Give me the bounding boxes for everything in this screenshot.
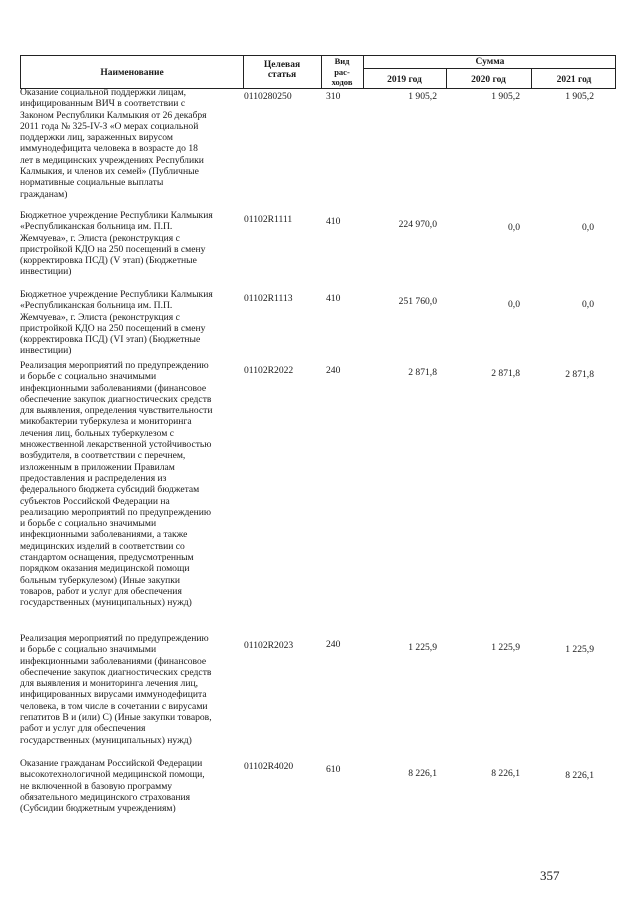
row-sum-2019: 2 871,8 bbox=[408, 367, 437, 378]
row-name: Оказание социальной поддержки лицам, инфицированным ВИЧ в соответствии с Законом Республики Калмыкия от 26 декабря 2011 года № 325-IV-З «О мерах социальной поддержки лиц, зараженных вирусом иммунодефицита человека в возрасте до 18 лет в медицинских учреждениях Республики Калмыкия, и членов их семей» (Публичные нормативные социальные выплаты гражданам) bbox=[20, 87, 207, 200]
row-sum-2021: 1 905,2 bbox=[565, 91, 594, 102]
row-target-code: 01102R1113 bbox=[244, 293, 293, 304]
header-2021: 2021 год bbox=[556, 75, 592, 85]
row-name: Бюджетное учреждение Республики Калмыкия «Республиканская больница им. П.П. Жемчуева», г. Элиста (реконструкция с пристройкой КДО на 250 посещений в смену (корректировка ПСД) (VI этап) (Бюджетные инвестиции) bbox=[20, 289, 213, 357]
row-sum-2021: 8 226,1 bbox=[565, 770, 594, 781]
header-name: Наименование bbox=[100, 68, 164, 78]
header-divider bbox=[363, 68, 615, 69]
header-vid: Вид рас- ходов bbox=[331, 56, 353, 87]
row-target-code: 01102R2023 bbox=[244, 640, 294, 651]
row-sum-2020: 8 226,1 bbox=[491, 768, 520, 779]
row-sum-2021: 2 871,8 bbox=[565, 369, 594, 380]
row-expense-type: 240 bbox=[326, 365, 341, 376]
header-sum: Сумма bbox=[475, 57, 505, 67]
row-sum-2021: 0,0 bbox=[582, 299, 594, 310]
row-sum-2019: 224 970,0 bbox=[398, 219, 437, 230]
row-sum-2020: 0,0 bbox=[508, 222, 520, 233]
row-sum-2019: 8 226,1 bbox=[408, 768, 437, 779]
page-number: 357 bbox=[540, 868, 560, 883]
row-name: Реализация мероприятий по предупреждению и борьбе с социально значимыми инфекционными заболеваниями (финансовое обеспечение закупок диагностических средств для выявления и мониторинга лечения лиц, инфицированных вирусами иммунодефицита человека, в том числе в сочетании с вирусами гепатитов В и (или) С) (Иные закупки товаров, работ и услуг для обеспечения государственных (муниципальных) нужд) bbox=[20, 633, 212, 746]
row-target-code: 01102R2022 bbox=[244, 365, 294, 376]
row-sum-2021: 0,0 bbox=[582, 222, 594, 233]
row-sum-2021: 1 225,9 bbox=[565, 644, 594, 655]
header-target: Целевая статья bbox=[263, 60, 301, 80]
row-target-code: 0110280250 bbox=[244, 91, 292, 102]
row-target-code: 01102R4020 bbox=[244, 761, 294, 772]
row-sum-2020: 1 905,2 bbox=[491, 91, 520, 102]
header-2020: 2020 год bbox=[471, 75, 506, 85]
row-expense-type: 240 bbox=[326, 639, 341, 650]
row-expense-type: 410 bbox=[326, 293, 341, 304]
row-name: Реализация мероприятий по предупреждению и борьбе с социально значимыми инфекционными заболеваниями (финансовое обеспечение закупок диагностических средств для выявления, определения чувствительности микобактерии туберкулеза и мониторинга лечения лиц, больных туберкулезом с множественной лекарственной устойчивостью возбудителя, в соответствии с перечнем, изложенным в приложении Правилам предоставления и распределения из федерального бюджета субсидий бюджетам субъектов Российской Федерации на реализацию мероприятий по предупреждению и борьбе с социально значимыми инфекционными заболеваниями, а также медицинских изделий в соответствии со стандартом оснащения, предусмотренным порядком оказания медицинской помощи больным туберкулезом) (Иные закупки товаров, работ и услуг для обеспечения государственных (муниципальных) нужд) bbox=[20, 360, 213, 609]
row-sum-2020: 2 871,8 bbox=[491, 368, 520, 379]
row-target-code: 01102R1111 bbox=[244, 214, 293, 225]
row-expense-type: 410 bbox=[326, 216, 341, 227]
row-sum-2020: 0,0 bbox=[508, 299, 520, 310]
row-name: Бюджетное учреждение Республики Калмыкия «Республиканская больница им. П.П. Жемчуева», г. Элиста (реконструкция с пристройкой КДО на 250 посещений в смену (корректировка ПСД) (V этап) (Бюджетные инвестиции) bbox=[20, 210, 213, 278]
row-sum-2019: 1 225,9 bbox=[408, 642, 437, 653]
row-sum-2020: 1 225,9 bbox=[491, 642, 520, 653]
row-expense-type: 610 bbox=[326, 764, 341, 775]
row-sum-2019: 251 760,0 bbox=[398, 296, 437, 307]
row-name: Оказание гражданам Российской Федерации высокотехнологичной медицинской помощи, не включенной в базовую программу обязательного медицинского страхования (Субсидии бюджетным учреждениям) bbox=[20, 758, 205, 815]
table-header bbox=[20, 55, 616, 89]
row-expense-type: 310 bbox=[326, 91, 341, 102]
header-2019: 2019 год bbox=[387, 75, 422, 85]
row-sum-2019: 1 905,2 bbox=[408, 91, 437, 102]
